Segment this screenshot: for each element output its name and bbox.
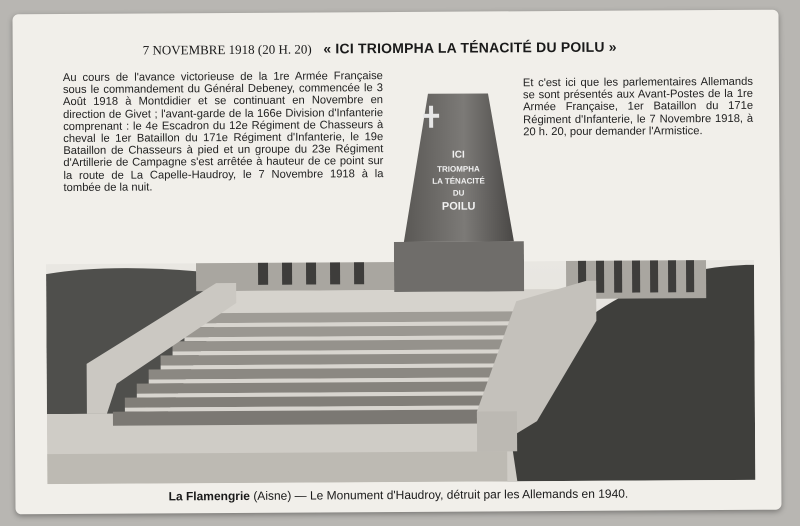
left-paragraph: Au cours de l'avance victorieuse de la 1re Armée Française sous le commandement du Général Debeney, commencée le 3 Août 1918 à Montdidier et se continuant en Novembre en direction de Givet ; l'avant-garde de la 166e Division d'Infanterie comprenant : le 4e Escadron du 12e Régiment de Chasseurs à cheval le 1er Bataillon du 171e Régiment d'Infanterie, le 19e Bataillon de Chasseurs à pied et un groupe du 23e Régiment d'Artillerie de Campagne s'est arrêtée à hauteur de ce point sur la route de La Capelle-Haudroy, le 7 Novembre 1918 à la tombée de la nuit.	[62, 70, 384, 194]
inscription-line-4: DU	[452, 188, 465, 198]
inscription-line-1: ICI	[451, 149, 465, 161]
monument-photo	[46, 260, 755, 484]
header-headline: « ICI TRIOMPHA LA TÉNACITÉ DU POILU »	[323, 38, 617, 57]
caption-rest: (Aisne) — Le Monument d'Haudroy, détruit par les Allemands en 1940.	[249, 486, 629, 503]
inscription-line-5: POILU	[441, 200, 476, 213]
obelisk	[393, 91, 524, 292]
title-line	[143, 38, 763, 59]
caption	[15, 486, 781, 505]
inscription-line-3: LA TÉNACITÉ	[432, 176, 485, 186]
inscription-line-2: TRIOMPHA	[437, 164, 480, 174]
right-paragraph: Et c'est ici que les parlementaires Allemands se sont présentés aux Avant-Postes de la 1re Armée Française, 1er Bataillon du 171e Régiment d'Infanterie, le 7 Novembre 1918, à 20 h. 20, pour demander l'Armistice.	[522, 75, 754, 139]
caption-place: La Flamengrie	[168, 488, 251, 504]
header-date: 7 NOVEMBRE 1918 (20 H. 20)	[142, 41, 312, 58]
postcard	[12, 10, 781, 515]
